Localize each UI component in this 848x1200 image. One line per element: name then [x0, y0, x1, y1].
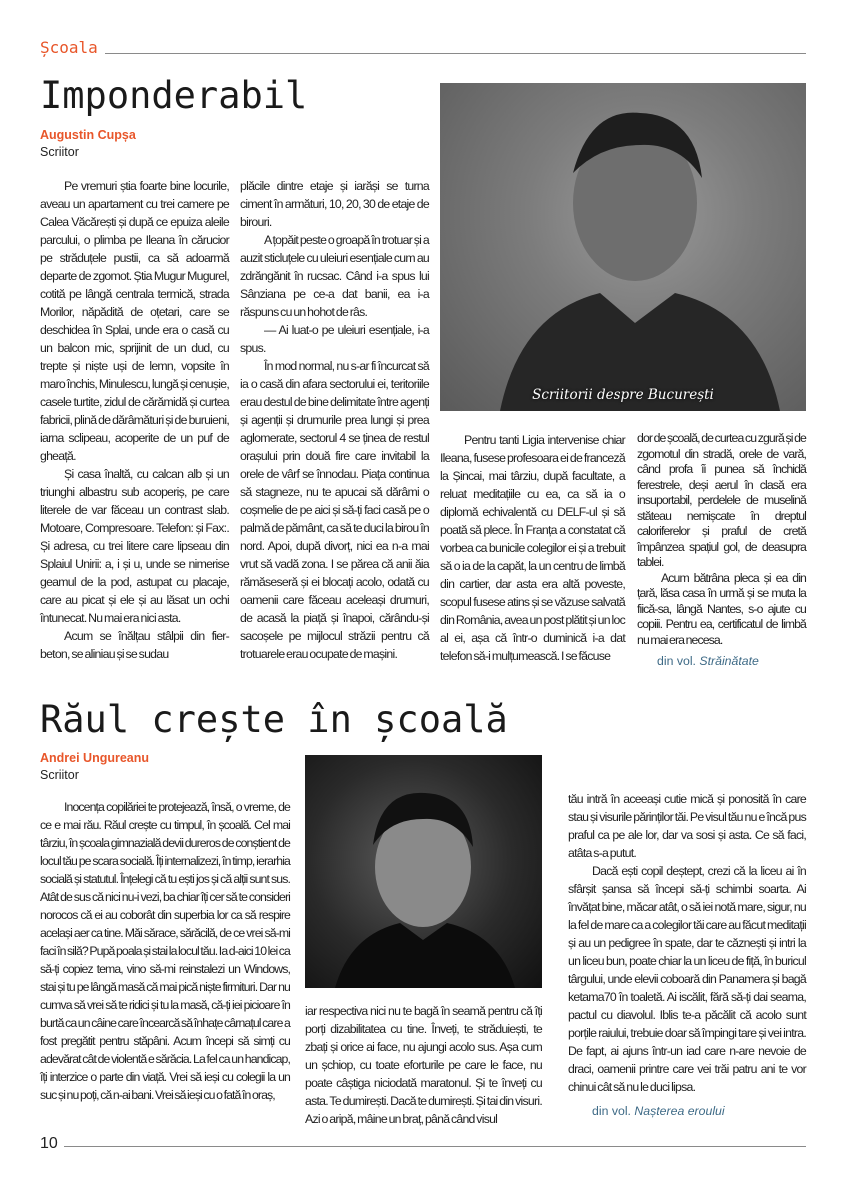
article-column	[40, 798, 290, 1104]
section-label: Școala	[40, 38, 102, 57]
paragraph: plăcile dintre etaje și iarăși se turna ciment în armături, 10, 20, 30 de etaje de birouri.	[240, 179, 429, 229]
portrait-silhouette	[440, 83, 806, 411]
author-name: Augustin Cupșa	[40, 128, 136, 142]
paragraph: — Ai luat-o pe uleiuri esențiale, i-a spus.	[240, 323, 429, 355]
header-rule	[105, 53, 806, 54]
paragraph: Și casa înaltă, cu calcan alb și un triunghi albastru sub acoperiș, pe care literele de var făceau un contrast slab. Motoare, Compresoare. Telefon: și Fax:. Și adresa, cu trei litere care lipseau din Splaiul Unirii: a, i și u, unde se nimerise geamul de la pod, astupat cu placaje, care au picat și ele și au lăsat un ochi întunecat. Nu mai era nici asta.	[40, 467, 229, 625]
author-role: Scriitor	[40, 145, 79, 159]
article-column	[240, 177, 429, 663]
article-column	[305, 1002, 542, 1128]
paragraph: Acum se înălțau stâlpii din fier-beton, se aliniau și se sudau	[40, 629, 229, 661]
article-column	[568, 790, 806, 1096]
paragraph: tău intră în aceeași cutie mică și ponosită în care stau și visurile părinților tăi. Pe visul tău nu e încă pus praful ca pe ale lor, dar va sosi și asta. Ce să faci, atâta s-a putut.	[568, 792, 806, 860]
source-title: Străinătate	[699, 654, 759, 668]
page-number: 10	[40, 1135, 58, 1152]
paragraph: Acum bătrâna pleca și ea din țară, lăsa casa în urmă și se muta la fiică-sa, lângă Nantes, s-o ajute cu copiii. Pentru ea, certificatul de limbă nu mai era necesa.	[637, 570, 806, 647]
article-column	[637, 431, 806, 648]
source-prefix: din vol.	[592, 1104, 631, 1118]
author-photo	[305, 755, 542, 988]
paragraph: dor de școală, de curtea cu zgură și de zgomotul din stradă, orele de vară, când profa îi punea să închidă ferestrele, deși aerul în clasă era insuportabil, perdelele de muselină stăteau nemișcate în dreptul caloriferelor și praful de cretă împânzea spațiul gol, de deasupra tablei.	[637, 431, 806, 569]
paragraph: Pe vremuri știa foarte bine locurile, aveau un apartament cu trei camere pe Calea Văcărești și după ce epuiza aleile parcului, o plimba pe Ileana în cărucior pe străduțele pustii, ca să adoarmă departe de zgomot. Știa Mugur Mugurel, cotită pe lângă centrala termică, strada Morilor, năpădită de oțetari, care se deschidea în Splai, unde era o casă cu un balcon mic, sprijinit de un dud, cu trepte și niște uși de lemn, vopsite în maro închis, Minulescu, lungă și cenușie, casele turtite, zidul de cărămidă și curtea fabricii, plină de dărâmături și de buruieni, iarna sclipeau, acoperite de un puf de gheață.	[40, 179, 229, 463]
paragraph: Dacă ești copil deștept, crezi că la liceu ai în sfârșit șansa să începi să-ți schimbi soarta. Ai învățat bine, măcar atât, o să iei notă mare, sigur, nu la fel de mare ca a colegilor tăi care au făcut meditații și au un pedigree în spate, dar te căznești și intri la un liceu bun, poate chiar la un liceu de fiță, în buricul târgului, unde elevii coboară din Panamera și bagă ketama70 în toaletă. Ai iscălit, fără să-ți dai seama, pactul cu diavolul. Iblis te-a păcălit că acolo sunt porțile raiului, trebuie doar să împingi tare și vei intra. De fapt, ai ajuns într-un iad care n-are nevoie de draci, oamenii printre care vei trăi patru ani te vor chinui cât să nu le duci lipsa.	[568, 864, 806, 1094]
article-title: Imponderabil	[40, 74, 308, 117]
author-photo	[440, 83, 806, 411]
source-note	[592, 1104, 725, 1118]
author-role: Scriitor	[40, 768, 79, 782]
paragraph: Inocența copilăriei te protejează, însă, o vreme, de ce e mai rău. Răul crește cu timpul, în școală. Cel mai târziu, în școala gimnazială devii dureros de conștient de locul tău pe scara socială. Îți internalizezi, în timp, ierarhia socială și statutul. Înțelegi că tu ești jos și că alții sunt sus. Atât de sus că nici nu-i vezi, ba chiar îți cer să te consideri norocos că ei au coborât din superbia lor ca să respire același aer ca tine. Măi sărace, sărăcilă, de ce vrei să-mi faci în silă? Pupă poala și stai la locul tău. Ia d-aici 10 lei ca să-ți copiez tema, vino să-mi reinstalezi un Windows, stai și tu pe lângă masă că mai pică niște firmituri. Dar nu cumva să vrei să te ridici și tu la masă, că-ți iei picioare în burtă ca un câine care încearcă să înhațe cârnațul care a fost pregătit pentru stăpâni. Acum începi să simți cu adevărat cât de violentă e sărăcia. La fel ca un handicap, îți interzice o parte din viață. Vrei să ieși cu colegii la un suc și nu poți, că n-ai bani. Vrei să ieși cu o fată în oraș,	[40, 800, 290, 1102]
source-note	[657, 654, 759, 668]
source-prefix: din vol.	[657, 654, 696, 668]
paragraph: A țopăit peste o groapă în trotuar și a auzit sticluțele cu uleiuri esențiale cum au zdrăngănit în rucsac. Când i-a spus lui Sânziana pe ce-a dat banii, ea i-a răspuns cu un hohot de râs.	[240, 233, 429, 319]
footer-rule	[64, 1146, 806, 1147]
portrait-silhouette	[305, 755, 542, 988]
source-title: Nașterea eroului	[634, 1104, 725, 1118]
paragraph: În mod normal, nu s-ar fi încurcat să ia o casă din afara sectorului ei, teritoriile erau destul de bine delimitate între agenți și agenții și drumurile prea lungi și prea aglomerate, sectorul 4 se ținea de restul orașului prin două fire care invitabil la orele de vârf se înnodau. Piața continua să stagneze, nu te apucai să dărâmi o coșmelie de pe aici și să-ți faci casă pe o palmă de pământ, ca să te duci la birou în nord. Apoi, după divorț, nici ea n-a mai vrut să vadă zona. I se părea că anii ăia rămăseseră și ei blocați acolo, odată cu oamenii care făceau aceleași drumuri, de acasă la piață și înapoi, cărându-și sacoșele pe mijlocul străzii pentru că trotuarele erau ocupate de mașini.	[240, 359, 429, 661]
paragraph: iar respectiva nici nu te bagă în seamă pentru că îți porți dizabilitatea cu tine. Înveți, te străduiești, te zbați și orice ai face, nu ajungi acolo sus. Așa cum un șchiop, cu toate eforturile pe care le face, nu poate câștiga niciodată maratonul. Și te înveți cu asta. Te dumirești. Dacă te dumirești. Și tai din visuri. Azi o aripă, mâine un braț, până când visul	[305, 1004, 542, 1126]
article-column	[40, 177, 229, 663]
article-column	[440, 431, 625, 665]
article-title: Răul crește în școală	[40, 698, 508, 741]
paragraph: Pentru tanti Ligia intervenise chiar Ileana, fusese profesoara ei de franceză la Șincai, mai târziu, după facultate, a reluat meditațiile cu ea, ca să ia o diplomă echivalentă cu DELF-ul și să poată să plece. În Franța a constatat că vorbea ca bunicile colegilor ei și a trebuit să o ia de la capăt, la un centru de limbă din cartier, dar asta era altă poveste, scopul fusese atins și se văzuse salvată din România, avea un post plătit și un loc al ei, așa că într-o duminică i-a dat telefon să-i mulțumească. I se făcuse	[440, 433, 625, 663]
author-name: Andrei Ungureanu	[40, 751, 150, 765]
photo-caption: Scriitorii despre București	[532, 387, 714, 403]
